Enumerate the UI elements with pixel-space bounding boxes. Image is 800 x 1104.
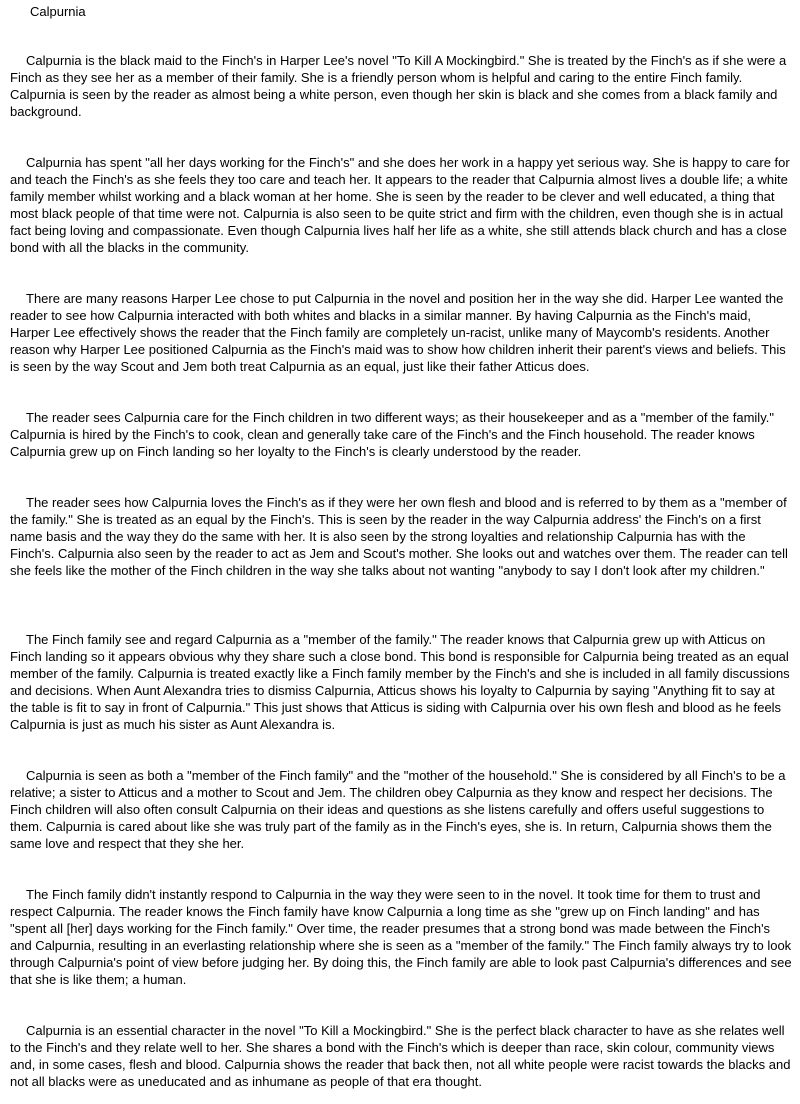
paragraph-9: Calpurnia is an essential character in the novel "To Kill a Mockingbird." She is the perfect black character to have as she relates well to the Finch's and they relate well to her. She shares a bond with the Finch's which is deeper than race, skin colour, community views and, in some cases, flesh and blood. Calpurnia shows the reader that back then, not all white people were racist towards the blacks and not all blacks were as uneducated and as inhumane as people of that era thought. <box>10 1023 791 1089</box>
paragraph-5: The reader sees how Calpurnia loves the Finch's as if they were her own flesh and blood and is referred to by them as a "member of the family." She is treated as an equal by the Finch's. This is seen by the reader in the way Calpurnia address' the Finch's on a first name basis and the way they do the same with her. It is also seen by the strong loyalties and relationship Calpurnia has with the Finch's. Calpurnia also seen by the reader to act as Jem and Scout's mother. She looks out and watches over them. The reader can tell she feels like the mother of the Finch children in the way she talks about not wanting "anybody to say I don't look after my children." <box>10 495 788 578</box>
paragraph-3: There are many reasons Harper Lee chose to put Calpurnia in the novel and position her in the way she did. Harper Lee wanted the reader to see how Calpurnia interacted with both whites and blacks in a similar manner. By having Calpurnia as the Finch's maid, Harper Lee effectively shows the reader that the Finch family are completely un-racist, unlike many of Maycomb's residents. Another reason why Harper Lee positioned Calpurnia as the Finch's maid was to show how children inherit their parent's views and beliefs. This is seen by the way Scout and Jem both treat Calpurnia as an equal, just like their father Atticus does. <box>10 291 786 374</box>
paragraph-2: Calpurnia has spent "all her days working for the Finch's" and she does her work in a happy yet serious way. She is happy to care for and teach the Finch's as she feels they too care and teach her. It appears to the reader that Calpurnia almost lives a double life; a white family member whilst working and a black woman at her home. She is seen by the reader to be clever and well educated, a thing that most black people of that time were not. Calpurnia is also seen to be quite strict and firm with the children, even though she is in actual fact being loving and compassionate. Even though Calpurnia lives half her life as a white, she still attends black church and has a close bond with all the blacks in the community. <box>10 155 790 255</box>
paragraph-6: The Finch family see and regard Calpurnia as a "member of the family." The reader knows that Calpurnia grew up with Atticus on Finch landing so it appears obvious why they share such a close bond. This bond is responsible for Calpurnia being treated as an equal member of the family. Calpurnia is treated exactly like a Finch family member by the Finch's and she is included in all family discussions and decisions. When Aunt Alexandra tries to dismiss Calpurnia, Atticus shows his loyalty to Calpurnia by saying "Anything fit to say at the table is fit to say in front of Calpurnia." This just shows that Atticus is siding with Calpurnia over his own flesh and blood as he feels Calpurnia is just as much his sister as Aunt Alexandra is. <box>10 632 790 732</box>
paragraph-1: Calpurnia is the black maid to the Finch's in Harper Lee's novel "To Kill A Mockingbird." She is treated by the Finch's as if she were a Finch as they see her as a member of their family. She is a friendly person whom is helpful and caring to the entire Finch family. Calpurnia is seen by the reader as almost being a white person, even though her skin is black and she comes from a black family and background. <box>10 53 787 119</box>
paragraph-4: The reader sees Calpurnia care for the Finch children in two different ways; as their housekeeper and as a "member of the family." Calpurnia is hired by the Finch's to cook, clean and generally take care of the Finch's and the Finch household. The reader knows Calpurnia grew up on Finch landing so her loyalty to the Finch's is clearly understood by the reader. <box>10 410 774 459</box>
document-title: Calpurnia <box>30 4 86 19</box>
paragraph-8: The Finch family didn't instantly respond to Calpurnia in the way they were seen to in the novel. It took time for them to trust and respect Calpurnia. The reader knows the Finch family have know Calpurnia a long time as she "grew up on Finch landing" and has "spent all [her] days working for the Finch family." Over time, the reader presumes that a strong bond was made between the Finch's and Calpurnia, resulting in an everlasting relationship where she is seen as a "member of the family." The Finch family always try to look through Calpurnia's point of view before judging her. By doing this, the Finch family are able to look past Calpurnia's differences and see that she is like them; a human. <box>10 887 792 987</box>
paragraph-7: Calpurnia is seen as both a "member of the Finch family" and the "mother of the household." She is considered by all Finch's to be a relative; a sister to Atticus and a mother to Scout and Jem. The children obey Calpurnia as they know and respect her decisions. The Finch children will also often consult Calpurnia on their ideas and questions as she listens carefully and offers useful suggestions to them. Calpurnia is cared about like she was truly part of the family as in the Finch's eyes, she is. In return, Calpurnia shows them the same love and respect that they she her. <box>10 768 786 851</box>
